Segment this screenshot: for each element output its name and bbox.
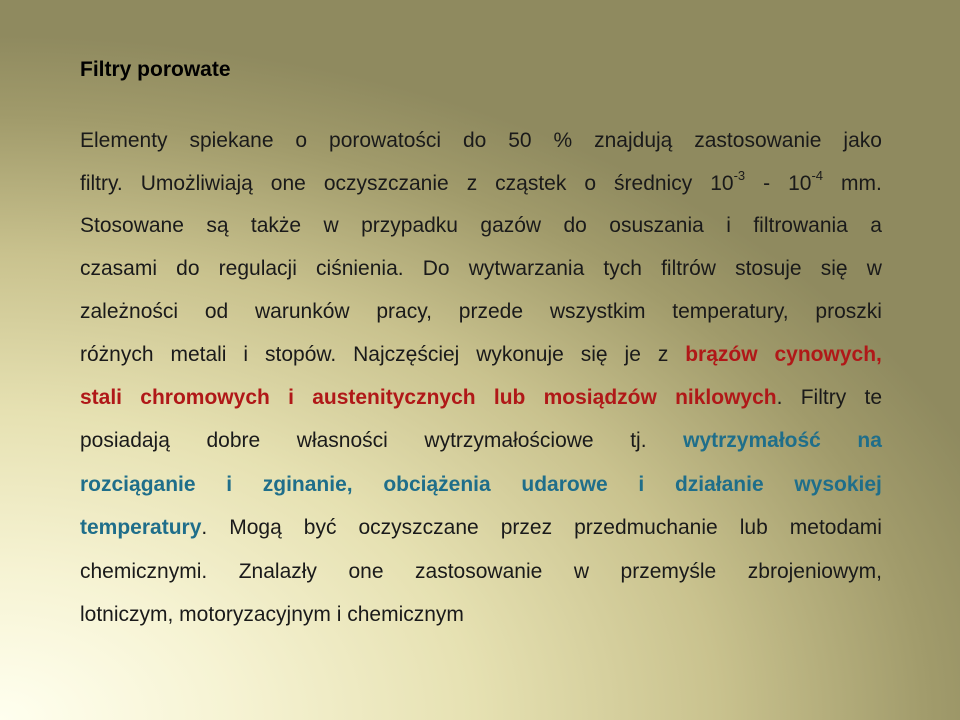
word: w (573, 560, 589, 583)
word: Znalazły (238, 560, 317, 583)
highlight-word: działanie (674, 473, 764, 496)
word: one (270, 172, 306, 195)
word: % (553, 129, 573, 152)
word: gazów (480, 214, 542, 237)
highlight-word: zginanie, (262, 473, 353, 496)
word: posiadają (80, 429, 170, 452)
text-line-3 (80, 213, 882, 239)
word: oczyszczane (358, 516, 479, 539)
word: mm. (841, 172, 882, 195)
base: 10 (788, 172, 812, 195)
word: je (624, 343, 641, 366)
word: oczyszczanie (323, 172, 449, 195)
text-line-10 (80, 515, 882, 541)
highlight-word: brązów (685, 343, 758, 366)
word: własności (296, 429, 388, 452)
highlight-word: obciążenia (383, 473, 491, 496)
word: się (580, 343, 608, 366)
word: tj. (630, 429, 647, 452)
word: spiekane (189, 129, 274, 152)
highlight-word: lub (493, 386, 526, 409)
text-line-6 (80, 342, 882, 368)
word: znajdują (594, 129, 673, 152)
word: filtrowania (753, 214, 848, 237)
word: Najczęściej (353, 343, 460, 366)
text-line-9 (80, 472, 882, 498)
word: metali (170, 343, 227, 366)
text-line-12 (80, 602, 882, 628)
word: dobre (206, 429, 261, 452)
word: o (295, 129, 308, 152)
text-line-8 (80, 428, 882, 454)
word: 50 (508, 129, 532, 152)
word: do (176, 257, 200, 280)
word: i (243, 343, 249, 366)
highlight-word: cynowych, (774, 343, 882, 366)
word: Do (422, 257, 450, 280)
exponent: -3 (733, 168, 746, 183)
word: jako (843, 129, 882, 152)
word-group (675, 385, 782, 411)
exponent: -4 (811, 168, 824, 183)
last-line-text: lotniczym, motoryzacyjnym i chemicznym (80, 603, 464, 626)
highlight-word: wytrzymałość (683, 429, 821, 452)
text-line-2 (80, 168, 882, 197)
word: zbrojeniowym, (747, 560, 882, 583)
word: z (466, 172, 478, 195)
word: warunków (255, 300, 350, 323)
highlight-word: na (857, 429, 882, 452)
word: stopów. (265, 343, 337, 366)
number-with-exponent (788, 168, 824, 197)
word: przede (458, 300, 524, 323)
word: do (462, 129, 487, 152)
word: być (303, 516, 337, 539)
word: a (870, 214, 882, 237)
word: przemyśle (620, 560, 717, 583)
word: wszystkim (549, 300, 646, 323)
word: do (563, 214, 587, 237)
period: . (776, 386, 783, 409)
word: wykonuje (476, 343, 564, 366)
word: osuszania (609, 214, 704, 237)
word: - (763, 172, 771, 195)
word: i (726, 214, 731, 237)
word: one (348, 560, 384, 583)
word: różnych (80, 343, 154, 366)
word: Stosowane (80, 214, 184, 237)
word: metodami (789, 516, 882, 539)
word: stosuje (735, 257, 802, 280)
word: filtry. (80, 172, 123, 195)
word: od (204, 300, 229, 323)
word: zastosowanie (694, 129, 822, 152)
word: zastosowanie (415, 560, 543, 583)
word: wytwarzania (468, 257, 585, 280)
highlight-word: chromowych (140, 386, 270, 409)
word: Mogą (229, 516, 282, 539)
text-line-7 (80, 385, 882, 411)
word: zależności (80, 300, 179, 323)
word: w (866, 257, 882, 280)
period: . (201, 516, 208, 539)
word: porowatości (329, 129, 442, 152)
base: 10 (710, 172, 734, 195)
word: przez (500, 516, 553, 539)
highlight-word: austenitycznych (312, 386, 476, 409)
word: z (657, 343, 669, 366)
highlight-word: stali (80, 386, 123, 409)
highlight-word: rozciąganie (80, 473, 196, 496)
word: czasami (80, 257, 158, 280)
word: temperatury, (672, 300, 789, 323)
word: się (820, 257, 848, 280)
text-line-5 (80, 299, 882, 325)
word: cząstek (495, 172, 567, 195)
slide-title: Filtry porowate (80, 58, 231, 81)
number-with-exponent (710, 168, 746, 197)
word: ciśnienia. (316, 257, 404, 280)
highlight-word: i (226, 473, 233, 496)
word: przedmuchanie (574, 516, 718, 539)
text-line-4 (80, 256, 882, 282)
word: te (864, 386, 882, 409)
highlight-word: niklowych (675, 386, 777, 409)
word: w (323, 214, 339, 237)
word: pracy, (376, 300, 432, 323)
highlight-word: i (638, 473, 645, 496)
word: tych (603, 257, 642, 280)
word: proszki (815, 300, 882, 323)
highlight-word: temperatury (80, 516, 202, 539)
word: lub (739, 516, 768, 539)
highlight-word: mosiądzów (543, 386, 657, 409)
word: filtrów (661, 257, 716, 280)
highlight-word: i (288, 386, 294, 409)
word: regulacji (218, 257, 297, 280)
word: o (584, 172, 597, 195)
highlight-word: wysokiej (794, 473, 882, 496)
word: Umożliwiają (140, 172, 253, 195)
slide (80, 0, 882, 720)
word: także (250, 214, 302, 237)
word: średnicy (614, 172, 693, 195)
word-group (80, 515, 207, 541)
word: są (206, 214, 229, 237)
word: wytrzymałościowe (424, 429, 594, 452)
word: Elementy (80, 129, 168, 152)
word: chemicznymi. (80, 560, 208, 583)
text-line-1 (80, 128, 882, 154)
highlight-word: udarowe (521, 473, 608, 496)
word: przypadku (361, 214, 458, 237)
text-line-11 (80, 559, 882, 585)
word: Filtry (800, 386, 847, 409)
